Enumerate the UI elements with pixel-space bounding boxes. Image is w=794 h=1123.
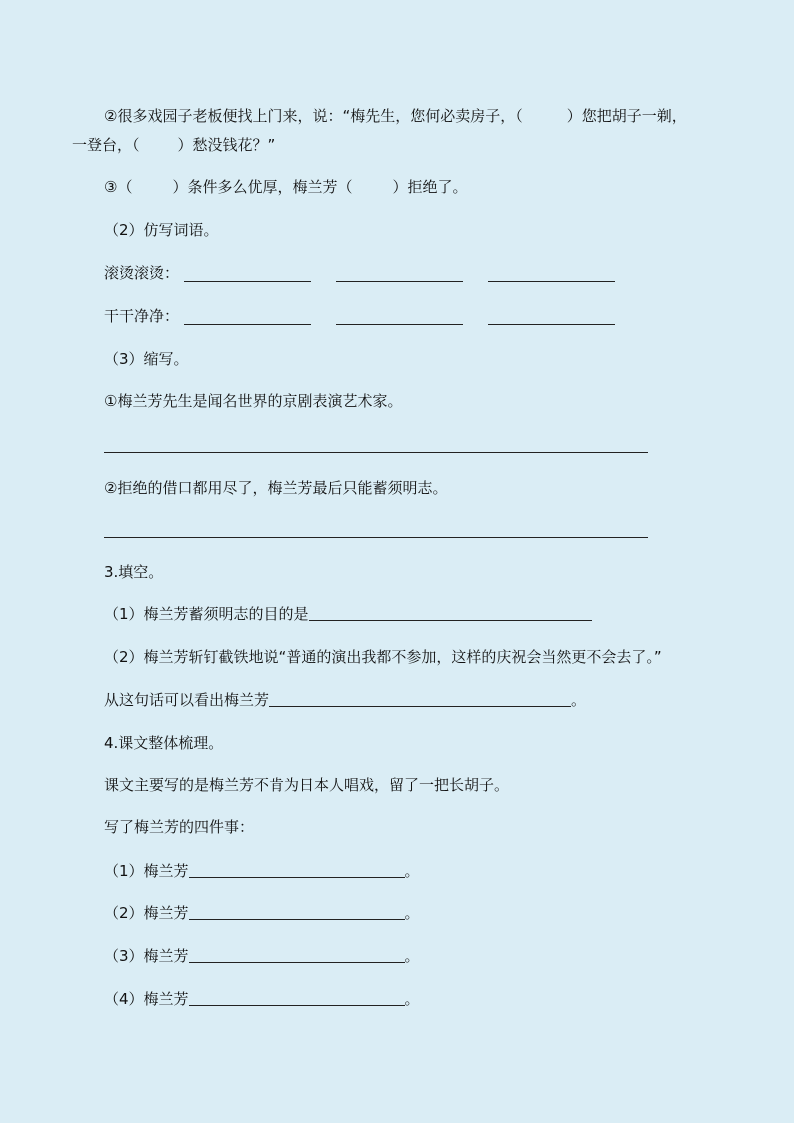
event-4 <box>104 989 420 1009</box>
fill-1 <box>104 604 592 624</box>
word-row-1 <box>104 263 179 283</box>
q2-text-b: ）您把胡子一剃， <box>566 107 687 125</box>
event-2 <box>104 903 420 923</box>
q3-text-c: ）拒绝了。 <box>392 178 468 196</box>
fill-2: （2）梅兰芳斩钉截铁地说“普通的演出我都不参加，这样的庆祝会当然更不会去了。” <box>104 648 662 666</box>
word-label-2: 干干净净： <box>104 307 180 325</box>
q2-text-c: 一登台，（ <box>72 136 140 154</box>
word-label-1: 滚烫滚烫： <box>104 264 180 282</box>
event-2-period: 。 <box>404 904 420 922</box>
word-1-blank-1[interactable] <box>184 281 311 282</box>
word-2-blank-3[interactable] <box>488 324 615 325</box>
event-4-blank[interactable] <box>189 991 405 1006</box>
word-2-blank-1[interactable] <box>184 324 311 325</box>
word-2-blank-2[interactable] <box>336 324 463 325</box>
event-4-text: （4）梅兰芳 <box>104 990 189 1008</box>
q3-text-a: ③（ <box>104 178 133 196</box>
sort-main: 课文主要写的是梅兰芳不肯为日本人唱戏，留了一把长胡子。 <box>104 776 510 794</box>
section-3-heading: （3）缩写。 <box>104 350 189 368</box>
fill-1-text: （1）梅兰芳蓄须明志的目的是 <box>104 605 309 623</box>
event-1-period: 。 <box>404 862 420 880</box>
event-2-text: （2）梅兰芳 <box>104 904 189 922</box>
word-row-2 <box>104 306 179 326</box>
fill-2b-period: 。 <box>571 691 587 709</box>
word-1-blank-3[interactable] <box>488 281 615 282</box>
fill-2b-blank[interactable] <box>269 692 571 707</box>
shrink-sentence-2: ②拒绝的借口都用尽了，梅兰芳最后只能蓄须明志。 <box>104 479 448 497</box>
event-3-period: 。 <box>404 947 420 965</box>
sort-four: 写了梅兰芳的四件事： <box>104 818 255 836</box>
q3-text-b: ）条件多么优厚，梅兰芳（ <box>172 178 353 196</box>
event-4-period: 。 <box>404 990 420 1008</box>
event-3 <box>104 946 420 966</box>
event-3-text: （3）梅兰芳 <box>104 947 189 965</box>
sort-title: 4.课文整体梳理。 <box>104 734 224 752</box>
event-1-blank[interactable] <box>189 863 405 878</box>
event-1-text: （1）梅兰芳 <box>104 862 189 880</box>
q3-line <box>104 177 467 197</box>
fill-2b <box>104 690 586 710</box>
event-1 <box>104 861 420 881</box>
word-1-blank-2[interactable] <box>336 281 463 282</box>
shrink-sentence-1: ①梅兰芳先生是闻名世界的京剧表演艺术家。 <box>104 392 403 410</box>
q2-text-d: ）愁没钱花？” <box>177 136 276 154</box>
shrink-answer-line-2[interactable] <box>104 537 648 538</box>
event-2-blank[interactable] <box>189 905 405 920</box>
event-3-blank[interactable] <box>189 948 405 963</box>
shrink-answer-line-1[interactable] <box>104 452 648 453</box>
q2-line-1 <box>104 106 687 126</box>
fill-1-blank[interactable] <box>309 606 592 621</box>
fill-title: 3.填空。 <box>104 563 164 581</box>
q2-text-a: ②很多戏园子老板便找上门来，说：“梅先生，您何必卖房子，（ <box>104 107 523 125</box>
fill-2b-text: 从这句话可以看出梅兰芳 <box>104 691 270 709</box>
q2-line-2 <box>72 135 275 155</box>
section-2-heading: （2）仿写词语。 <box>104 221 219 239</box>
